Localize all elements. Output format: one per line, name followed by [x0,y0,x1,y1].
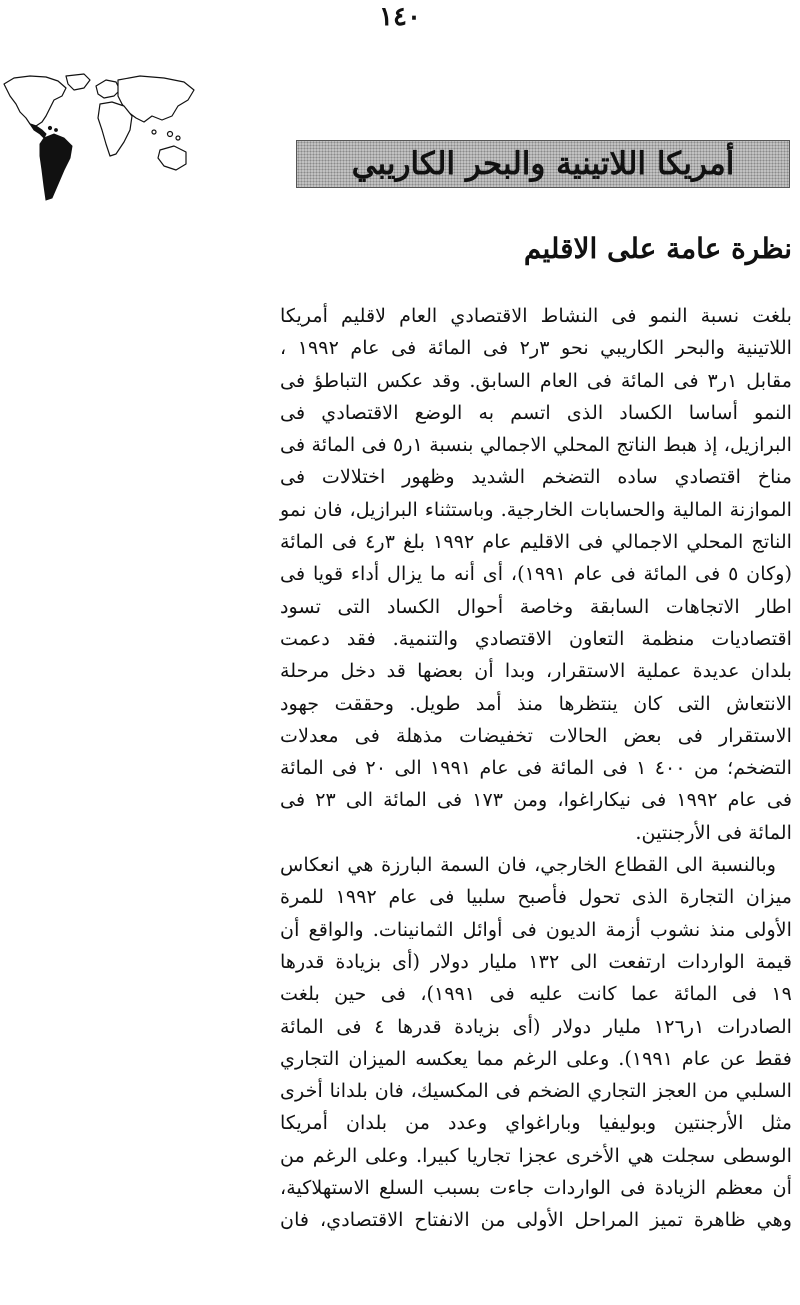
text-line: الانتعاش التى كان ينتظرها منذ أمد طويل. وحققت جهود [280,691,792,715]
text-line: الموازنة المالية والحسابات الخارجية. وباستثناء البرازيل، فان نمو [280,497,792,521]
text-line: السلبي من العجز التجاري الضخم فى المكسيك، فان بلدانا أخرى [280,1079,792,1103]
text-line: اللاتينية والبحر الكاريبي نحو ٣ر٢ فى المائة فى عام ١٩٩٢ ، [280,336,792,360]
text-line: قيمة الواردات ارتفعت الى ١٣٢ مليار دولار (أى بزيادة قدرها [280,949,792,973]
chapter-title-banner [296,140,790,188]
text-line: الاستقرار فى بعض الحالات تخفيضات مذهلة فى معدلات [280,723,792,747]
body-text [280,300,792,1237]
text-line: اقتصاديات منظمة التعاون الاقتصادي والتنمية. فقد دعمت [280,626,792,650]
text-line: وبالنسبة الى القطاع الخارجي، فان السمة البارزة هي انعكاس [280,853,776,877]
south-america-shape [40,134,72,200]
text-line: النمو أساسا الكساد الذى اتسم به الوضع الاقتصادي فى [280,400,792,424]
text-line: (وكان ٥ فى المائة فى عام ١٩٩١)، أى أنه ما يزال أداء قويا فى [280,562,792,586]
text-line: ميزان التجارة الذى تحول فأصبح سلبيا فى عام ١٩٩٢ للمرة [280,885,793,909]
africa-shape [98,102,132,156]
text-line: فى عام ١٩٩٢ فى نيكاراغوا، ومن ١٧٣ فى المائة الى ٢٣ فى [280,788,793,812]
text-line: بلغت نسبة النمو فى النشاط الاقتصادي العام لاقليم أمريكا [280,304,792,327]
chapter-title: أمريكا اللاتينية والبحر الكاريبي [351,146,735,182]
text-line: بلدان عديدة عملية الاستقرار، وبدا أن بعضها قد دخل مرحلة [280,659,792,683]
text-line: المائة فى الأرجنتين. [635,820,792,844]
europe-shape [96,80,120,98]
text-line: مثل الأرجنتين وبوليفيا وباراغواي وعدد من بلدان أمريكا [280,1111,792,1135]
australia-shape [158,146,186,170]
text-line: مقابل ١ر٣ فى المائة فى العام السابق. وقد عكس التباطؤ فى [280,368,792,392]
world-map-icon [0,72,198,204]
text-line: البرازيل، إذ هبط الناتج المحلي الاجمالي بنسبة ١ر٥ فى المائة فى [280,433,792,457]
text-line: وهي ظاهرة تميز المراحل الأولى من الانفتاح الاقتصادي، فان [280,1208,792,1232]
text-line: الوسطى سجلت هي الأخرى عجزا تجاريا كبيرا. وعلى الرغم من [280,1143,792,1167]
text-line: التضخم؛ من ٤٠٠ ١ فى المائة فى عام ١٩٩١ الى ٢٠ فى المائة [280,756,793,780]
text-line: الناتج المحلي الاجمالي فى الاقليم عام ١٩٩٢ بلغ ٣ر٤ فى المائة [280,530,793,554]
central-america-shape [30,124,46,138]
greenland-shape [66,74,90,90]
text-line: مناخ اقتصادي ساده التضخم الشديد وظهور اختلالات فى [280,465,792,489]
page-number: ١٤٠ [379,2,421,32]
text-line: الصادرات ١ر١٢٦ مليار دولار (أى بزيادة قدرها ٤ فى المائة [280,1014,792,1038]
text-line: فقط عن عام ١٩٩١). وعلى الرغم مما يعكسه الميزان التجاري [280,1046,792,1070]
north-america-shape [4,76,66,126]
text-line: أن معظم الزيادة فى الواردات جاءت بسبب السلع الاستهلاكية، [280,1176,792,1200]
text-line: ١٩ فى المائة عما كانت عليه فى ١٩٩١)، فى حين بلغت [280,982,792,1006]
text-line: اطار الاتجاهات السابقة وخاصة أحوال الكساد التى تسود [280,594,792,618]
text-line: الأولى منذ نشوب أزمة الديون فى أوائل الثمانينات. والواقع أن [280,917,792,941]
section-heading: نظرة عامة على الاقليم [523,232,792,265]
